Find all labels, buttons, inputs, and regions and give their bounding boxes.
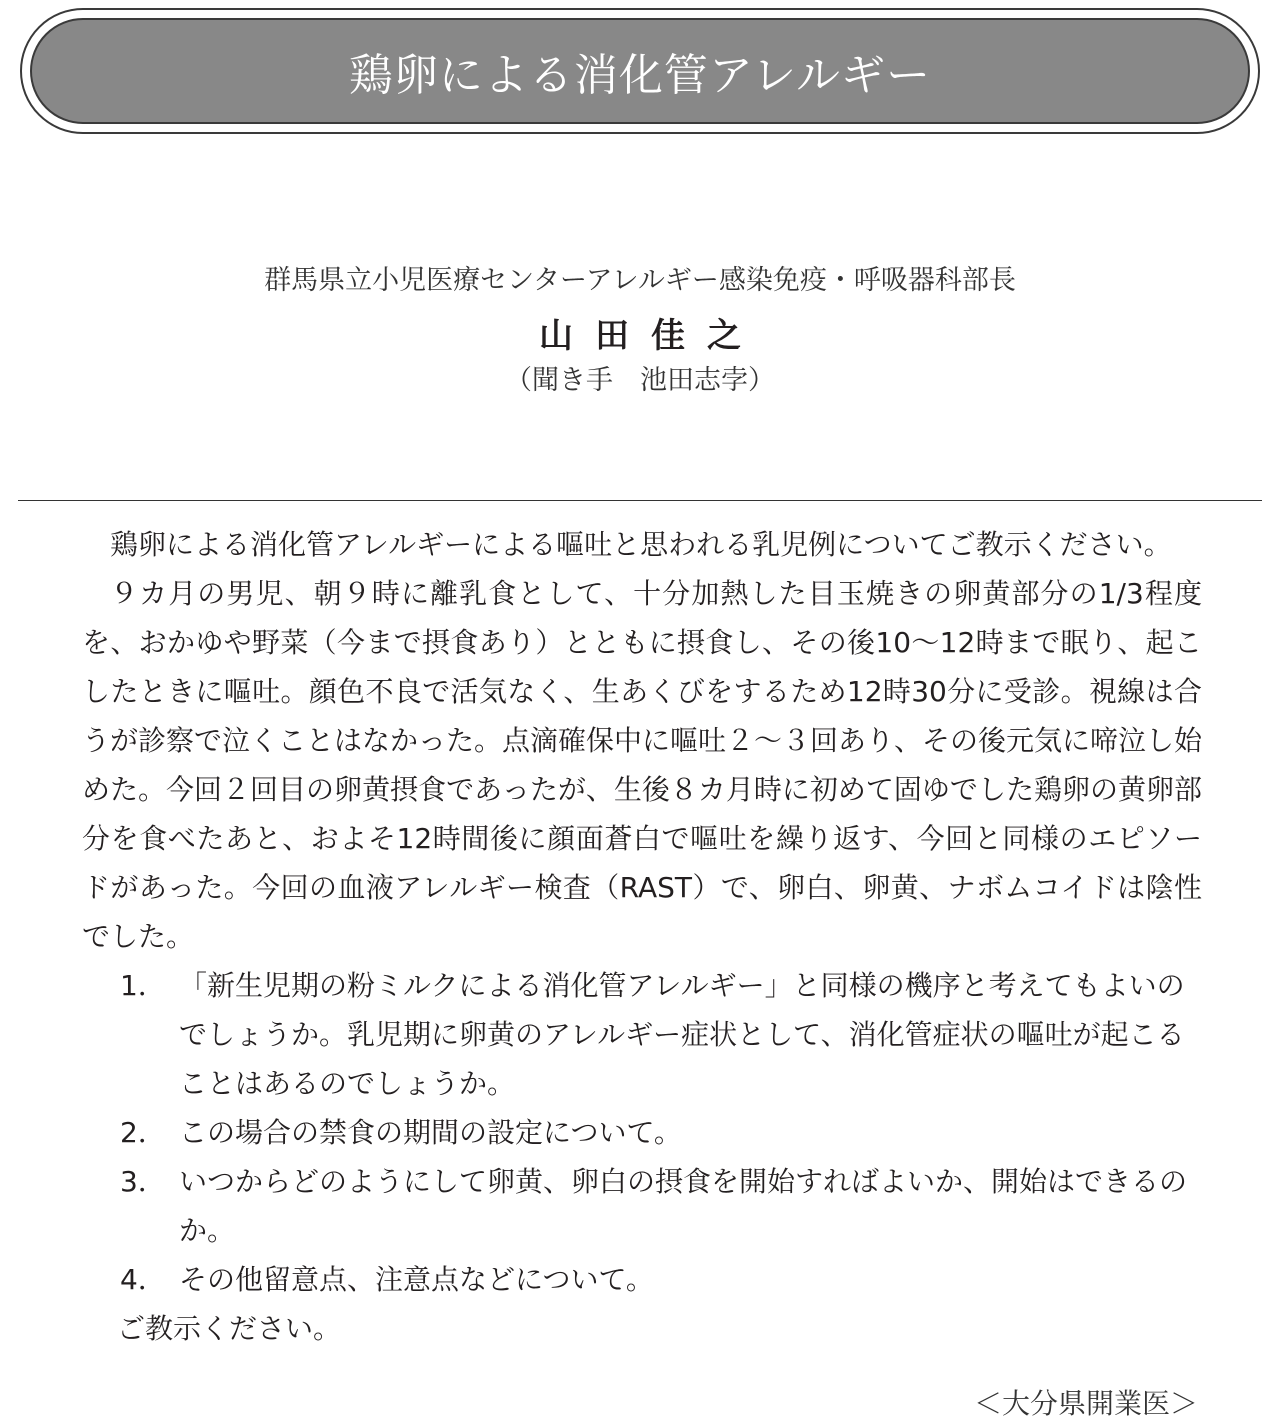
interviewer: （聞き手 池田志孛） (505, 365, 775, 396)
question-item (82, 1157, 1202, 1255)
question-text: この場合の禁食の期間の設定について。 (179, 1116, 682, 1149)
section-divider (18, 500, 1262, 501)
article-title: 鶏卵による消化管アレルギー (348, 50, 932, 101)
question-text: その他留意点、注意点などについて。 (179, 1263, 654, 1296)
case-description: ９カ月の男児、朝９時に離乳食として、十分加熱した目玉焼きの卵黄部分の1/3程度を、おかゆや野菜（今まで摂食あり）とともに摂食し、その後10〜12時まで眠り、起こしたときに嘔吐。顔色不良で活気なく、生あくびをするため12時30分に受診。視線は合うが診察で泣くことはなかった。点滴確保中に嘔吐２〜３回あり、その後元気に啼泣し始めた。今回２回目の卵黄摂食であったが、生後８カ月時に初めて固ゆでした鶏卵の黄卵部分を食べたあと、およそ12時間後に顔面蒼白で嘔吐を繰り返す、今回と同様のエピソードがあった。今回の血液アレルギー検査（RAST）で、卵白、卵黄、ナボムコイドは陰性でした。 (82, 577, 1203, 953)
title-banner-fill (30, 18, 1250, 124)
question-body (82, 520, 1202, 1353)
question-text: いつからどのようにして卵黄、卵白の摂食を開始すればよいか、開始はできるのか。 (179, 1165, 1188, 1247)
closing-request: ご教示ください。 (117, 1312, 342, 1345)
title-banner (20, 8, 1260, 134)
author-name: 山田佳之 (539, 316, 763, 356)
question-list (82, 961, 1202, 1304)
question-number: 1． (120, 969, 166, 1002)
question-intro: 鶏卵による消化管アレルギーによる嘔吐と思われる乳児例についてご教示ください。 (110, 528, 1172, 561)
question-number: 4． (120, 1263, 166, 1296)
question-text: 「新生児期の粉ミルクによる消化管アレルギー」と同様の機序と考えてもよいのでしょうか。乳児期に卵黄のアレルギー症状として、消化管症状の嘔吐が起こることはあるのでしょうか。 (179, 969, 1185, 1100)
question-number: 2． (120, 1116, 166, 1149)
question-item (82, 1255, 1202, 1304)
question-item (82, 961, 1202, 1108)
question-number: 3． (120, 1165, 166, 1198)
author-affiliation: 群馬県立小児医療センターアレルギー感染免疫・呼吸器科部長 (264, 265, 1016, 296)
questioner-signature: ＜大分県開業医＞ (973, 1387, 1198, 1420)
question-item (82, 1108, 1202, 1157)
